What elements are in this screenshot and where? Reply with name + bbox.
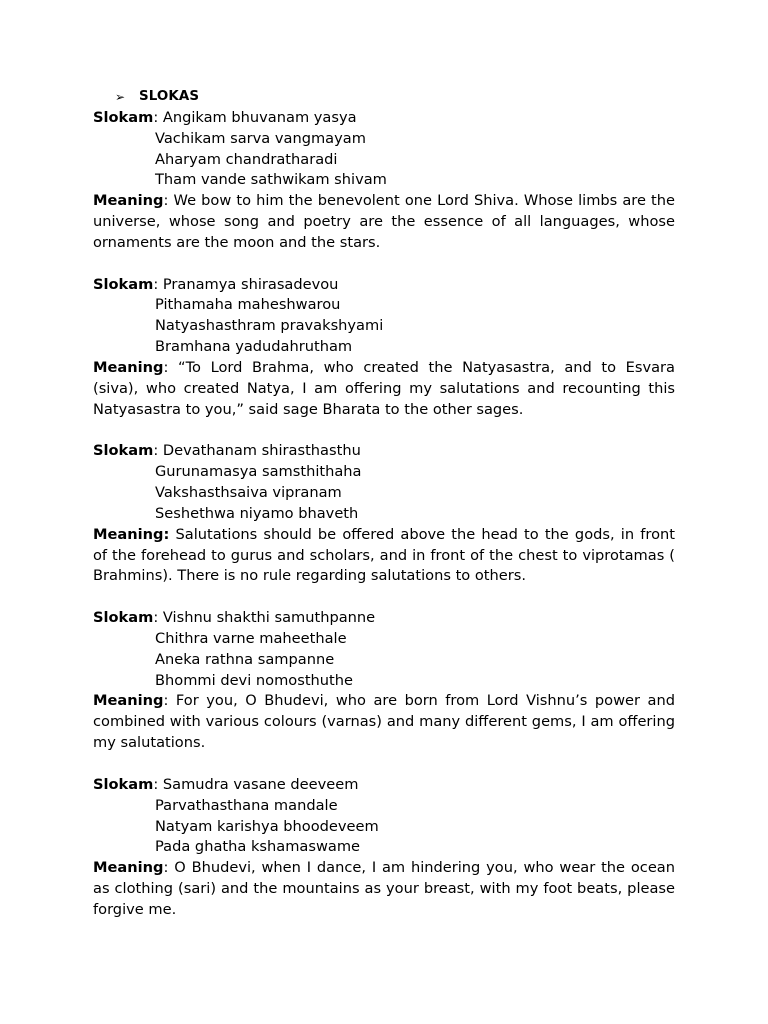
sloka-line: Tham vande sathwikam shivam <box>155 171 387 189</box>
sloka-line: Bhommi devi nomosthuthe <box>155 671 353 689</box>
sloka-first-line <box>93 275 675 296</box>
meaning-label: Meaning <box>93 192 164 210</box>
meaning-label: Meaning: <box>93 525 170 543</box>
sloka-line: Aneka rathna sampanne <box>155 650 335 668</box>
sloka-text: : Devathanam shirasthasthu <box>153 442 361 460</box>
arrow-bullet-icon: ➢ <box>115 90 126 104</box>
slokam-label: Slokam <box>93 275 154 293</box>
sloka-line: Parvathasthana mandale <box>155 796 338 814</box>
slokam-label: Slokam <box>93 775 154 793</box>
slokam-label: Slokam <box>93 442 154 460</box>
sloka-first-line <box>93 441 675 462</box>
meaning-text: Salutations should be offered above the head to the gods, in front of the forehead to gurus and scholars, and in front of the chest to viprotamas ( Brahmins). There is no rule regarding salutations to others. <box>93 525 675 585</box>
sloka-text: : Samudra vasane deeveem <box>153 775 359 793</box>
sloka-line: Pithamaha maheshwarou <box>155 296 341 314</box>
meaning-text: : We bow to him the benevolent one Lord Shiva. Whose limbs are the universe, whose song and poetry are the essence of all languages, whose ornaments are the moon and the stars. <box>93 192 675 251</box>
meaning-paragraph <box>93 858 675 921</box>
meaning-label: Meaning <box>93 358 164 376</box>
meaning-label: Meaning <box>93 859 164 877</box>
sloka-line: Vakshasthsaiva vipranam <box>155 484 342 502</box>
sloka-block <box>93 608 675 754</box>
meaning-paragraph <box>93 191 675 254</box>
sloka-line: Chithra varne maheethale <box>155 629 347 647</box>
meaning-text: : For you, O Bhudevi, who are born from Lord Vishnu’s power and combined with various colours (varnas) and many different gems, I am offering my salutations. <box>93 692 675 752</box>
sloka-block <box>93 108 675 254</box>
meaning-text: : “To Lord Brahma, who created the Natyasastra, and to Esvara (siva), who created Natya, I am offering my salutations and recounting this Natyasastra to you,” said sage Bharata to the other sages. <box>93 358 675 418</box>
slokam-label: Slokam <box>93 108 154 126</box>
sloka-line: Natyashasthram pravakshyami <box>155 317 384 335</box>
sloka-line: Natyam karishya bhoodeveem <box>155 817 379 835</box>
sloka-text: : Angikam bhuvanam yasya <box>153 108 357 126</box>
meaning-paragraph <box>93 358 675 421</box>
sloka-first-line <box>93 608 675 629</box>
sloka-block <box>93 775 675 921</box>
sloka-line: Aharyam chandratharadi <box>155 150 338 168</box>
document-content <box>93 87 675 942</box>
meaning-text: : O Bhudevi, when I dance, I am hindering you, who wear the ocean as clothing (sari) and the mountains as your breast, with my foot beats, please forgive me. <box>93 859 675 918</box>
section-heading <box>93 87 675 108</box>
sloka-line: Gurunamasya samsthithaha <box>155 463 362 481</box>
meaning-paragraph <box>93 691 675 754</box>
meaning-paragraph <box>93 525 675 588</box>
heading-title: SLOKAS <box>139 89 200 104</box>
sloka-first-line <box>93 775 675 796</box>
meaning-label: Meaning <box>93 692 164 710</box>
sloka-first-line <box>93 108 675 129</box>
sloka-line: Bramhana yadudahrutham <box>155 338 353 356</box>
slokam-label: Slokam <box>93 609 154 627</box>
sloka-block <box>93 441 675 587</box>
sloka-line: Pada ghatha kshamaswame <box>155 838 361 856</box>
sloka-text: : Vishnu shakthi samuthpanne <box>153 609 376 627</box>
sloka-text: : Pranamya shirasadevou <box>153 275 339 293</box>
sloka-block <box>93 275 675 421</box>
sloka-line: Vachikam sarva vangmayam <box>155 129 366 147</box>
sloka-line: Seshethwa niyamo bhaveth <box>155 504 359 522</box>
